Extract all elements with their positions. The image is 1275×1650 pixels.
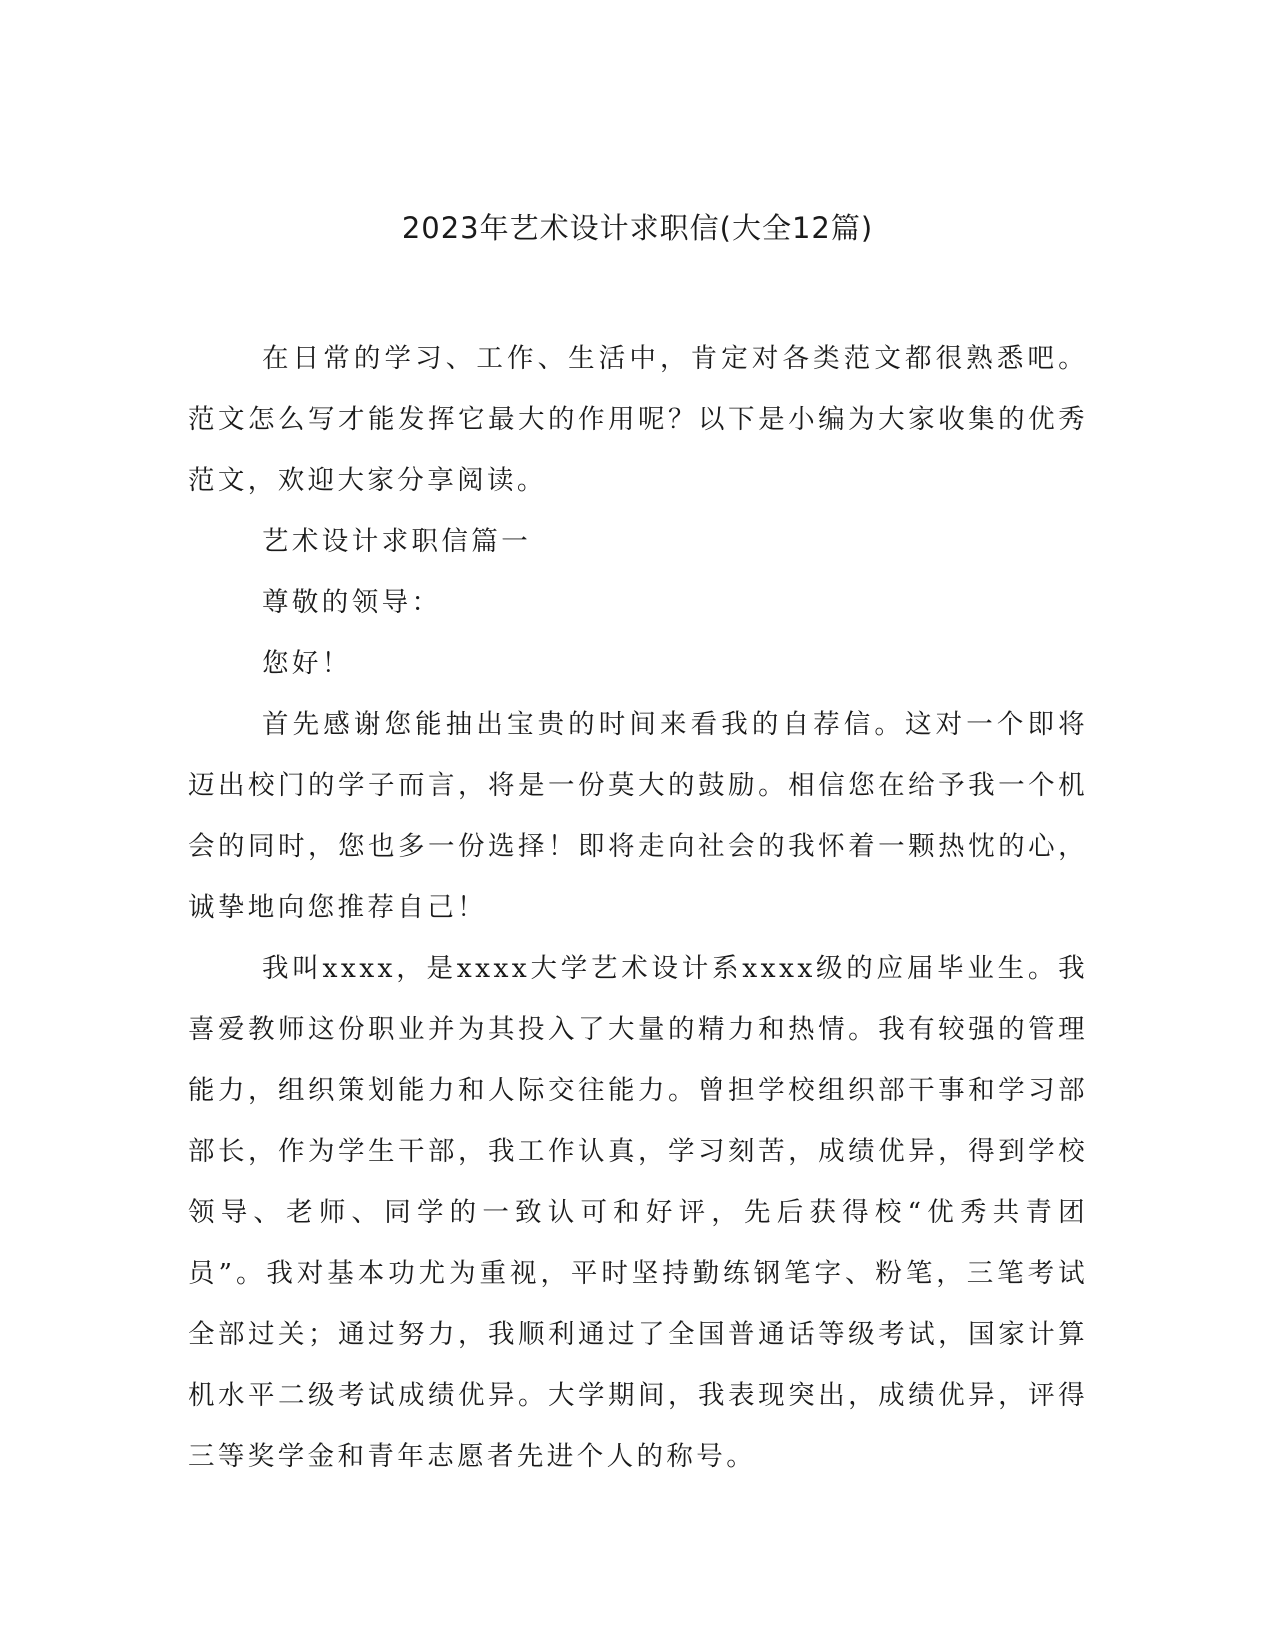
document-title: 2023年艺术设计求职信(大全12篇) xyxy=(401,211,874,245)
intro-paragraph: 在日常的学习、工作、生活中，肯定对各类范文都很熟悉吧。范文怎么写才能发挥它最大的作用呢？以下是小编为大家收集的优秀范文，欢迎大家分享阅读。 xyxy=(188,343,1088,496)
section-heading: 艺术设计求职信篇一 xyxy=(262,526,532,557)
greeting: 您好！ xyxy=(262,648,352,679)
document-body xyxy=(188,328,1088,1487)
salutation: 尊敬的领导： xyxy=(262,587,442,618)
letter-paragraph-2: 我叫xxxx，是xxxx大学艺术设计系xxxx级的应届毕业生。我喜爱教师这份职业并为其投入了大量的精力和热情。我有较强的管理能力，组织策划能力和人际交往能力。曾担学校组织部干事和学习部部长，作为学生干部，我工作认真，学习刻苦，成绩优异，得到学校领导、老师、同学的一致认可和好评，先后获得校“优秀共青团员”。我对基本功尤为重视，平时坚持勤练钢笔字、粉笔，三笔考试全部过关；通过努力，我顺利通过了全国普通话等级考试，国家计算机水平二级考试成绩优异。大学期间，我表现突出，成绩优异，评得三等奖学金和青年志愿者先进个人的称号。 xyxy=(188,953,1088,1472)
letter-paragraph-1: 首先感谢您能抽出宝贵的时间来看我的自荐信。这对一个即将迈出校门的学子而言，将是一份莫大的鼓励。相信您在给予我一个机会的同时，您也多一份选择！即将走向社会的我怀着一颗热忱的心，诚挚地向您推荐自己！ xyxy=(188,709,1088,923)
